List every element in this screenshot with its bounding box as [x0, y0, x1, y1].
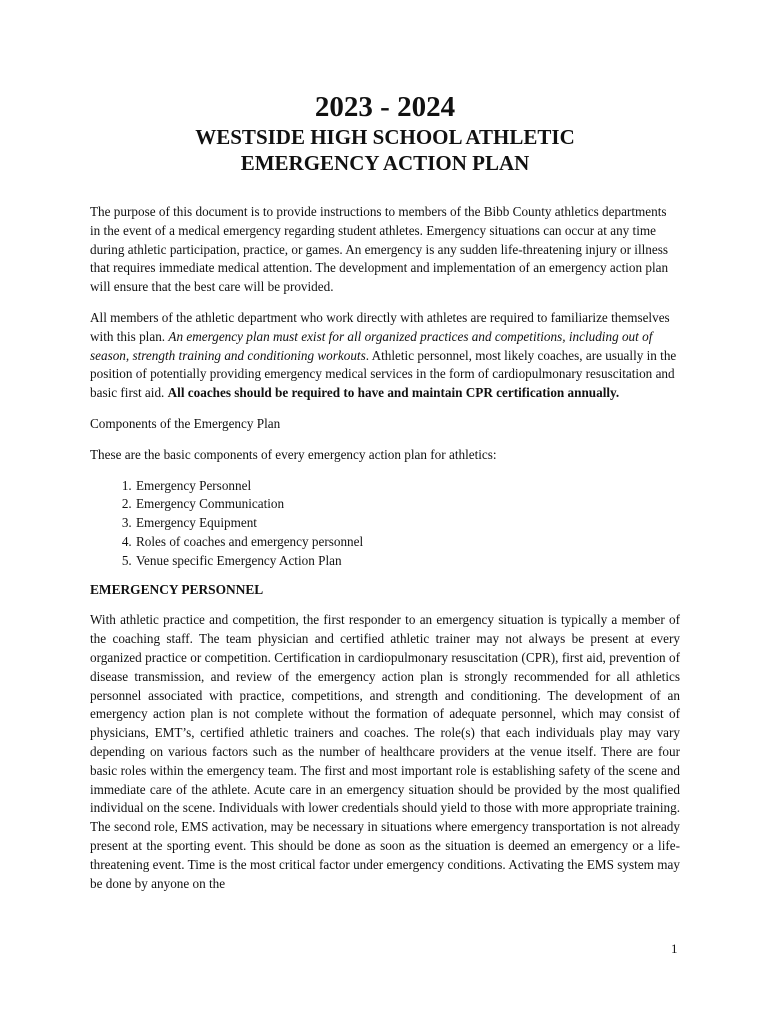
document-year: 2023 - 2024 [314, 91, 456, 123]
components-list [90, 477, 680, 571]
components-intro: These are the basic components of every emergency action plan for athletics: [90, 446, 497, 462]
section-heading: EMERGENCY PERSONNEL [90, 581, 264, 597]
members-italic-text: An emergency plan must exist for all organized practices and competitions, including out of season, strength training and conditioning workouts [90, 328, 653, 363]
title-line-1: WESTSIDE HIGH SCHOOL ATHLETIC [195, 125, 575, 149]
list-item: 3. Emergency Equipment [135, 514, 680, 533]
members-text-2: . Athletic personnel, most likely coaches, are usually in the position of potentially providing emergency medical services in the form of cardiopulmonary resuscitation and basic first aid. [90, 347, 677, 401]
list-item: 4. Roles of coaches and emergency personnel [135, 533, 680, 552]
members-paragraph [90, 309, 680, 403]
title-line-2: EMERGENCY ACTION PLAN [240, 151, 530, 175]
document-body [90, 203, 680, 905]
list-item: 1. Emergency Personnel [135, 477, 680, 496]
personnel-paragraph: With athletic practice and competition, the first responder to an emergency situation is typically a member of the coaching staff. The team physician and certified athletic trainer may not always be present at every organized practice or competition. Certification in cardiopulmonary resuscitation (CPR), first aid, prevention of disease transmission, and review of the emergency action plan is strongly recommended for all athletics personnel associated with practice, competitions, and strength and conditioning. The development of an emergency action plan is not complete without the formation of adequate personnel, which may consist of physicians, EMT’s, certified athletic trainers and coaches. The role(s) that each individuals play may vary depending on various factors such as the number of healthcare providers at the venue itself. There are four basic roles within the emergency team. The first and most important role is establishing safety of the scene and immediate care of the athlete. Acute care in an emergency situation should be provided by the most qualified individual on the scene. Individuals with lower credentials should yield to those with more appropriate training. The second role, EMS activation, may be necessary in situations where emergency transportation is not already present at the sporting event. This should be done as soon as the situation is deemed an emergency or a life-threatening event. Time is the most critical factor under emergency conditions. Activating the EMS system may be done by anyone on the [90, 612, 680, 891]
members-text-1: All members of the athletic department who work directly with athletes are required to familiarize themselves with this plan. [90, 309, 670, 344]
intro-paragraph: The purpose of this document is to provide instructions to members of the Bibb County athletics departments in the event of a medical emergency regarding student athletes. Emergency situations can occur at any time during athletic participation, practice, or games. An emergency is any sudden life-threatening injury or illness that requires immediate medical attention. The development and implementation of an emergency action plan will ensure that the best care will be provided. [90, 204, 669, 295]
document-title [0, 124, 770, 176]
list-item: 5. Venue specific Emergency Action Plan [135, 552, 680, 571]
list-item: 2. Emergency Communication [135, 495, 680, 514]
page-number: 1 [671, 941, 678, 956]
components-heading: Components of the Emergency Plan [90, 415, 281, 431]
cpr-requirement: All coaches should be required to have and maintain CPR certification annually. [167, 385, 620, 401]
